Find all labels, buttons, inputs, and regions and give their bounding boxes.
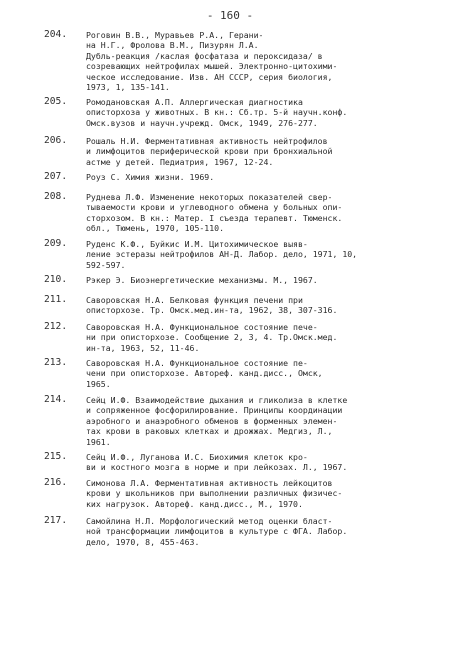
entry-line: Рошаль Н.И. Ферментативная активность нейтрофилов xyxy=(86,136,328,146)
entry-line: Роговин В.В., Муравьев Р.А., Герани- xyxy=(86,30,264,40)
entry-text xyxy=(86,516,426,547)
entry-line: 1961. xyxy=(86,436,111,447)
entry-line: и лимфоцитов периферической крови при бронхиальной xyxy=(86,146,333,157)
entry-text xyxy=(86,358,426,389)
entry-number: 214. xyxy=(44,394,68,405)
entry-line: ление эстеразы нейтрофилов АН-Д. Лабор. дело, 1971, 10, xyxy=(86,249,358,260)
entry-line: Саворовская Н.А. Функциональное состояние пече- xyxy=(86,322,318,332)
entry-line: 592-597. xyxy=(86,259,126,270)
entry-line: Руднева Л.Ф. Изменение некоторых показателей свер- xyxy=(86,192,333,202)
entry-line: описторхоза у животных. В кн.: Сб.тр. 5-й научн.конф. xyxy=(86,107,348,118)
entry-number: 213. xyxy=(44,357,68,368)
entry-number: 212. xyxy=(44,321,68,332)
entry-number: 217. xyxy=(44,515,68,526)
entry-line: Сейц И.Ф., Луганова И.С. Биохимия клеток кро- xyxy=(86,452,308,462)
entry-number: 208. xyxy=(44,191,68,202)
entry-line: ви и костного мозга в норме и при лейкозах. Л., 1967. xyxy=(86,462,348,473)
entry-number: 206. xyxy=(44,135,68,146)
entry-text xyxy=(86,395,426,447)
entry-line: дело, 1970, 8, 455-463. xyxy=(86,536,200,547)
entry-line: Руденс К.Ф., Буйкис И.М. Цитохимическое выяв- xyxy=(86,239,308,249)
entry-text xyxy=(86,30,426,92)
entry-line: ни при описторхозе. Сообщение 2, 3, 4. Тр.Омск.мед. xyxy=(86,332,338,343)
entry-line: Омск.вузов и научн.учрежд. Омск, 1949, 276-277. xyxy=(86,117,318,128)
entry-line: ин-та, 1963, 52, 11-46. xyxy=(86,342,200,353)
entry-line: ких нагрузок. Автореф. канд.дисс., М., 1970. xyxy=(86,498,303,509)
entry-number: 207. xyxy=(44,171,68,182)
entry-text xyxy=(86,172,426,182)
entry-number: 209. xyxy=(44,238,68,249)
entry-line: Рэкер Э. Биоэнергетические механизмы. М., 1967. xyxy=(86,275,318,285)
entry-text xyxy=(86,478,426,509)
entry-line: ной трансформации лимфоцитов в культуре с ФГА. Лабор. xyxy=(86,526,348,537)
entry-line: тах крови в раковых клетках и дрожжах. Медгиз, Л., xyxy=(86,426,333,437)
entry-line: Саворовская Н.А. Белковая функция печени при xyxy=(86,295,303,305)
entry-number: 215. xyxy=(44,451,68,462)
entry-text xyxy=(86,295,426,316)
entry-line: Дубль-реакция /каслая фосфатаза и пероксидаза/ в xyxy=(86,50,323,61)
entry-line: созревающих нейтрофилах мышей. Электронно-цитохими- xyxy=(86,61,338,72)
entry-line: Саворовская Н.А. Функциональное состояние пе- xyxy=(86,358,308,368)
entry-line: крови у школьников при выполнении различных физичес- xyxy=(86,488,343,499)
entry-line: 1965. xyxy=(86,378,111,389)
entry-line: аэробного и анаэробного обменов в форменных элемен- xyxy=(86,415,338,426)
entry-line: Роуз С. Химия жизни. 1969. xyxy=(86,172,215,182)
entry-line: 1973, 1, 135-141. xyxy=(86,82,170,93)
entry-line: и сопряженное фосфорилирование. Принципы координации xyxy=(86,405,343,416)
entry-text xyxy=(86,97,426,128)
entry-text xyxy=(86,239,426,270)
entry-line: Ромодановская А.П. Аллергическая диагностика xyxy=(86,97,303,107)
entry-line: сторхозом. В кн.: Матер. I съезда терапевт. Тюменск. xyxy=(86,212,343,223)
entry-line: чени при описторхозе. Автореф. канд.дисс., Омск, xyxy=(86,368,323,379)
entry-line: Самойлина Н.Л. Морфологический метод оценки бласт- xyxy=(86,516,333,526)
entry-number: 210. xyxy=(44,274,68,285)
entry-text xyxy=(86,192,426,234)
entry-line: астме у детей. Педиатрия, 1967, 12-24. xyxy=(86,156,274,167)
entry-line: ческое исследование. Изв. АН СССР, серия биология, xyxy=(86,71,333,82)
entry-line: Сейц И.Ф. Взаимодействие дыхания и гликолиза в клетке xyxy=(86,395,348,405)
entry-text xyxy=(86,452,426,473)
entry-number: 205. xyxy=(44,96,68,107)
entry-text xyxy=(86,275,426,285)
entry-line: описторхозе. Тр. Омск.мед.ин-та, 1962, 38, 307-316. xyxy=(86,305,338,316)
entry-line: Симонова Л.А. Ферментативная активность лейкоцитов xyxy=(86,478,333,488)
entry-text xyxy=(86,136,426,167)
page-number: - 160 - xyxy=(206,9,254,22)
entry-number: 216. xyxy=(44,477,68,488)
entry-number: 211. xyxy=(44,294,68,305)
entry-number: 204. xyxy=(44,29,68,40)
entry-line: тываемости крови и углеводного обмена у больных опи- xyxy=(86,202,343,213)
entry-line: обл., Тюмень, 1970, 105-110. xyxy=(86,223,225,234)
entry-line: на Н.Г., Фролова В.М., Пизурян Л.А. xyxy=(86,40,259,51)
entry-text xyxy=(86,322,426,353)
